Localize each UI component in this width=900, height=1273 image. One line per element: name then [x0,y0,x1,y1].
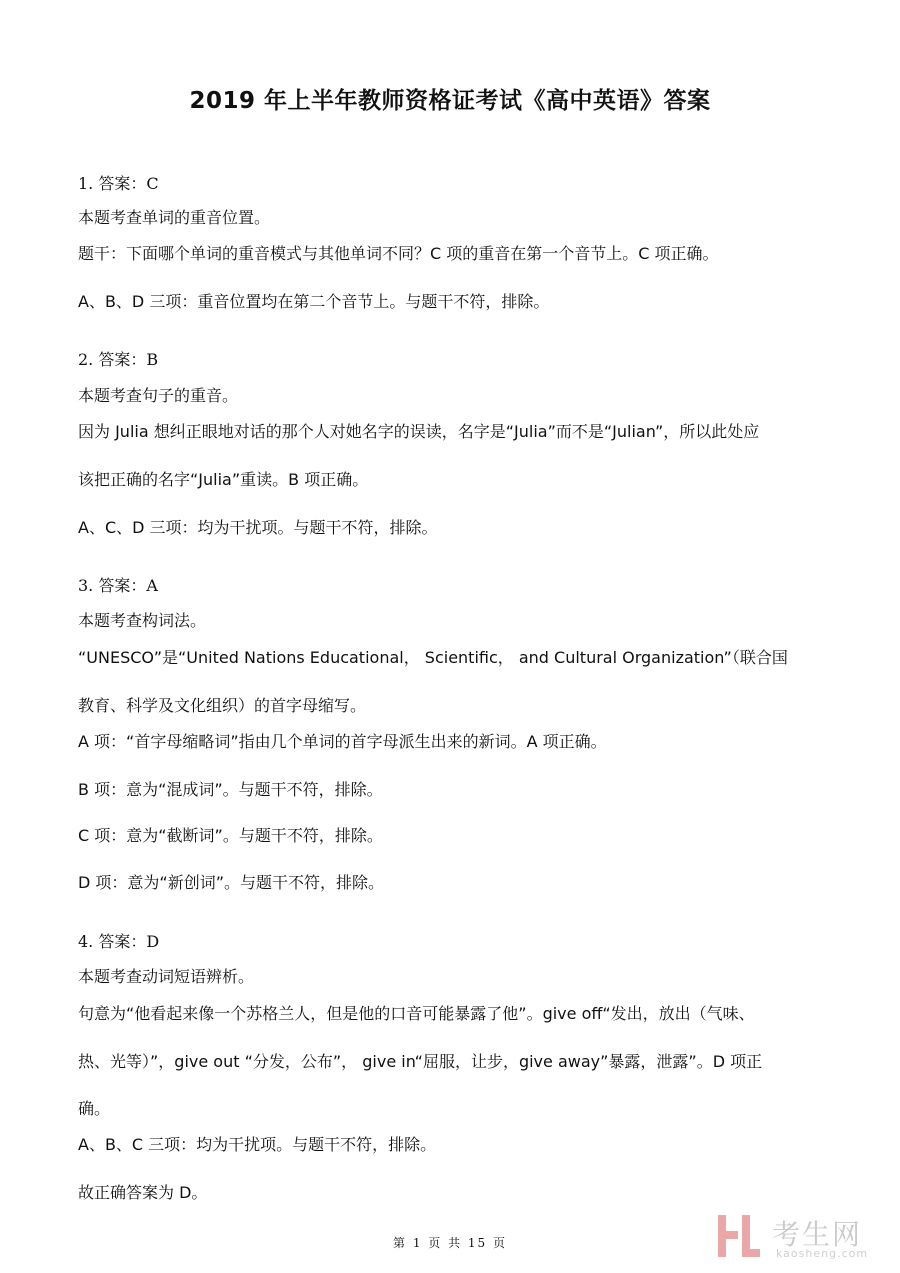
answer-3-heading: 3. 答案：A [78,576,158,595]
document-title: 2019 年上半年教师资格证考试《高中英语》答案 [189,88,711,114]
answer-4-explanation-line-3: 确。 [78,1099,111,1118]
logo-mark-bar-base [742,1249,760,1257]
answer-3-option-a: A 项：“首字母缩略词”指由几个单词的首字母派生出来的新词。A 项正确。 [78,732,607,751]
logo-mark-icon [716,1213,762,1259]
site-logo [716,1213,886,1263]
answer-3-option-c: C 项：意为“截断词”。与题干不符，排除。 [78,826,383,845]
answer-4-conclusion: 故正确答案为 D。 [78,1183,208,1202]
answer-2-heading: 2. 答案：B [78,350,159,369]
answer-4-explanation-line-2: 热、光等）”，give out “分发，公布”， give in“屈服，让步，give away”暴露，泄露”。D 项正 [78,1052,763,1071]
logo-text: 考生网 [772,1218,863,1251]
answer-3-explanation-line-2: 教育、科学及文化组织）的首字母缩写。 [78,696,367,715]
answer-3-option-d: D 项：意为“新创词”。与题干不符，排除。 [78,873,384,892]
answer-1-explanation: 题干：下面哪个单词的重音模式与其他单词不同？C 项的重音在第一个音节上。C 项正确。 [78,244,719,263]
answer-3-topic: 本题考查构词法。 [78,611,207,630]
answer-1-distractors: A、B、D 三项：重音位置均在第二个音节上。与题干不符，排除。 [78,292,550,311]
answer-2-explanation-line-1: 因为 Julia 想纠正眼地对话的那个人对她名字的误读，名字是“Julia”而不是“Julian”，所以此处应 [78,422,760,441]
answer-1-topic: 本题考查单词的重音位置。 [78,208,271,227]
answer-4-heading: 4. 答案：D [78,932,160,951]
answer-3-option-b: B 项：意为“混成词”。与题干不符，排除。 [78,780,383,799]
logo-domain: kaosheng.com [776,1247,869,1260]
answer-2-explanation-line-2: 该把正确的名字“Julia”重读。B 项正确。 [78,470,369,489]
answer-4-distractors: A、B、C 三项：均为干扰项。与题干不符，排除。 [78,1135,437,1154]
page-number: 第 1 页 共 15 页 [393,1236,507,1250]
answer-4-explanation-line-1: 句意为“他看起来像一个苏格兰人，但是他的口音可能暴露了他”。give off“发出，放出（气味、 [78,1004,755,1023]
answer-3-explanation-line-1: “UNESCO”是“United Nations Educational， Scientific， and Cultural Organization”（联合国 [78,648,788,667]
answer-2-topic: 本题考查句子的重音。 [78,386,239,405]
logo-mark-bar-mid [718,1231,738,1239]
answer-1-heading: 1. 答案：C [78,174,159,193]
answer-2-distractors: A、C、D 三项：均为干扰项。与题干不符，排除。 [78,518,438,537]
answer-4-topic: 本题考查动词短语辨析。 [78,967,255,986]
